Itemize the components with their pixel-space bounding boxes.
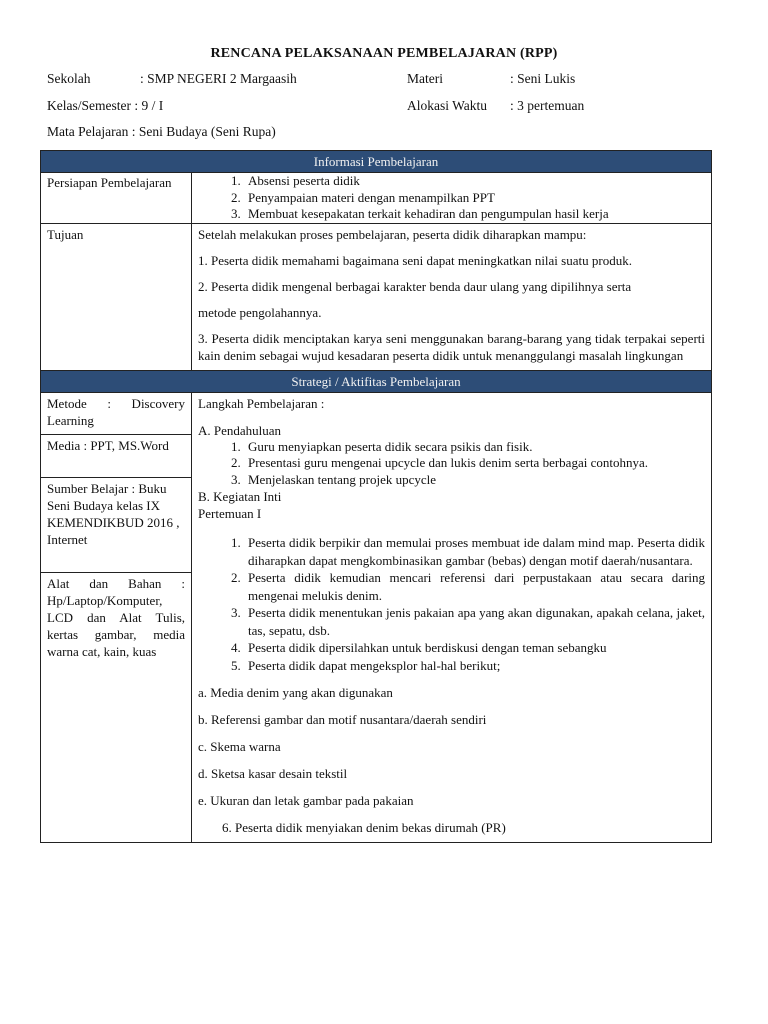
pendahuluan-title: A. Pendahuluan xyxy=(198,422,282,438)
document-title: RENCANA PELAKSANAAN PEMBELAJARAN (RPP) xyxy=(210,46,558,61)
langkah-content xyxy=(192,392,712,843)
persiapan-label: Persiapan Pembelajaran xyxy=(41,173,192,224)
list-item: 4. Peserta didik dipersilahkan untuk berdiskusi dengan teman sebangku xyxy=(244,639,705,657)
explore-item: b. Referensi gambar dan motif nusantara/daerah sendiri xyxy=(198,712,487,727)
list-item: 3. Peserta didik menentukan jenis pakaian apa yang akan digunakan, apakah celana, jaket, tas, sepatu, dsb. xyxy=(244,604,705,639)
kegiatan-inti-title: B. Kegiatan Inti xyxy=(198,489,282,504)
kegiatan-inti-list xyxy=(198,534,705,674)
list-item: 1. Absensi peserta didik xyxy=(244,173,705,190)
tujuan-intro: Setelah melakukan proses pembelajaran, peserta didik diharapkan mampu: xyxy=(198,226,587,242)
pendahuluan-list xyxy=(198,439,705,489)
rpp-table xyxy=(40,150,712,843)
mata-pelajaran: Mata Pelajaran : Seni Budaya (Seni Rupa) xyxy=(47,124,276,139)
strategy-header: Strategi / Aktifitas Pembelajaran xyxy=(41,370,712,392)
list-item: 2. Presentasi guru mengenai upcycle dan lukis denim serta berbagai contohnya. xyxy=(244,455,705,472)
explore-item: a. Media denim yang akan digunakan xyxy=(198,685,393,700)
tujuan-point-2: 2. Peserta didik mengenal berbagai karakter benda daur ulang yang dipilihnya serta xyxy=(198,278,632,294)
langkah-heading: Langkah Pembelajaran : xyxy=(198,395,325,411)
persiapan-content xyxy=(192,173,712,224)
pertemuan-label: Pertemuan I xyxy=(198,506,262,521)
metode-cell: Metode : Discovery Learning xyxy=(41,392,192,434)
list-item: 3. Membuat kesepakatan terkait kehadiran dan pengumpulan hasil kerja xyxy=(244,206,705,223)
materi-label: Materi xyxy=(407,71,443,86)
homework-item: 6. Peserta didik menyiakan denim bekas dirumah (PR) xyxy=(222,820,506,835)
media-cell: Media : PPT, MS.Word xyxy=(41,434,192,477)
kelas-semester: Kelas/Semester : 9 / I xyxy=(47,98,164,113)
alokasi-label: Alokasi Waktu xyxy=(407,98,488,113)
info-header: Informasi Pembelajaran xyxy=(41,151,712,173)
persiapan-list xyxy=(198,173,705,223)
sekolah-value: : SMP NEGERI 2 Margaasih xyxy=(140,71,297,86)
alat-bahan-cell: Alat dan Bahan : Hp/Laptop/Komputer, LCD dan Alat Tulis, kertas gambar, media warna cat, kain, kuas xyxy=(41,572,192,843)
list-item: 5. Peserta didik dapat mengeksplor hal-hal berikut; xyxy=(244,657,705,675)
list-item: 1. Guru menyiapkan peserta didik secara psikis dan fisik. xyxy=(244,439,705,456)
list-item: 1. Peserta didik berpikir dan memulai proses membuat ide dalam mind map. Peserta didik diharapkan dapat mengkombinasikan gambar (bebas) dengan motif daerah/nusantara. xyxy=(244,534,705,569)
explore-item: e. Ukuran dan letak gambar pada pakaian xyxy=(198,793,414,808)
sumber-belajar-cell: Sumber Belajar : Buku Seni Budaya kelas IX KEMENDIKBUD 2016 , Internet xyxy=(41,477,192,572)
tujuan-point-3: 3. Peserta didik menciptakan karya seni menggunakan barang-barang yang tidak terpakai seperti kain denim sebagai wujud kesadaran peserta didik untuk menanggulangi masalah lingkungan xyxy=(198,330,706,363)
list-item: 2. Penyampaian materi dengan menampilkan PPT xyxy=(244,190,705,207)
explore-item: d. Sketsa kasar desain tekstil xyxy=(198,766,348,781)
alokasi-value: : 3 pertemuan xyxy=(510,98,585,113)
tujuan-label: Tujuan xyxy=(41,223,192,370)
list-item: 3. Menjelaskan tentang projek upcycle xyxy=(244,472,705,489)
sekolah-label: Sekolah xyxy=(47,71,91,86)
list-item: 2. Peserta didik kemudian mencari referensi dari perpustakaan atau secara daring mengenai melukis denim. xyxy=(244,569,705,604)
tujuan-point-1: 1. Peserta didik memahami bagaimana seni dapat meningkatkan nilai suatu produk. xyxy=(198,252,632,268)
materi-value: : Seni Lukis xyxy=(510,71,576,86)
tujuan-point-2-cont: metode pengolahannya. xyxy=(198,304,322,320)
explore-item: c. Skema warna xyxy=(198,739,281,754)
tujuan-content xyxy=(192,223,712,370)
